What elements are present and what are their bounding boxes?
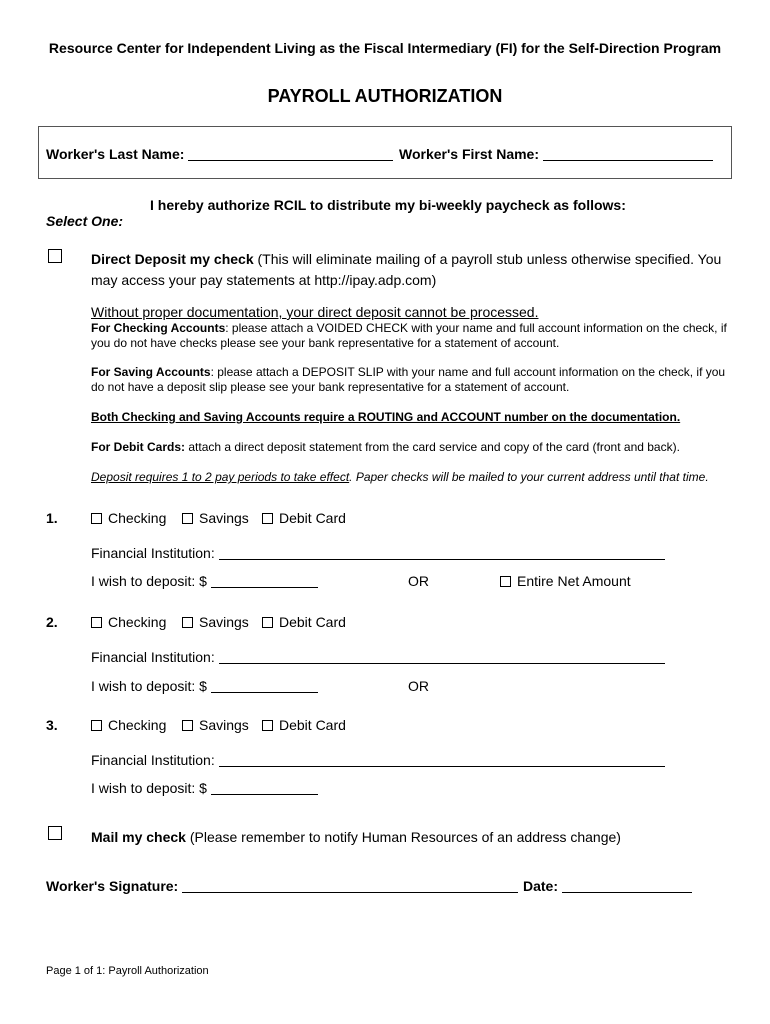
documentation-warning: Without proper documentation, your direct deposit cannot be processed. (91, 304, 539, 320)
checkbox-icon[interactable] (91, 617, 102, 628)
checkbox-icon[interactable] (182, 720, 193, 731)
debit-option-label: Debit Card (279, 510, 346, 526)
account-2-number: 2. (46, 614, 58, 630)
deposit-label: I wish to deposit: $ (91, 780, 207, 796)
checking-instructions (91, 321, 731, 351)
page-title: PAYROLL AUTHORIZATION (267, 86, 503, 106)
account-1-or: OR (408, 573, 429, 589)
account-1-number: 1. (46, 510, 58, 526)
signature-field[interactable] (182, 880, 518, 893)
checking-label: For Checking Accounts (91, 321, 226, 335)
account-3-institution-field[interactable] (219, 754, 665, 767)
last-name-label: Worker's Last Name: (46, 146, 185, 162)
page-footer: Page 1 of 1: Payroll Authorization (46, 965, 209, 977)
account-3-number: 3. (46, 717, 58, 733)
account-2-deposit-field[interactable] (211, 680, 318, 693)
account-1-debit[interactable] (262, 510, 346, 526)
institution-label: Financial Institution: (91, 545, 215, 561)
account-1-savings[interactable] (182, 510, 249, 526)
debit-text: attach a direct deposit statement from the card service and copy of the card (front and back). (185, 440, 680, 454)
account-1-deposit-field[interactable] (211, 575, 318, 588)
debit-label: For Debit Cards: (91, 440, 186, 454)
date-field[interactable] (562, 880, 692, 893)
worker-first-name-row (399, 146, 713, 162)
debit-option-label: Debit Card (279, 614, 346, 630)
checking-option-label: Checking (108, 717, 167, 733)
signature-label: Worker's Signature: (46, 878, 179, 894)
saving-label: For Saving Accounts (91, 365, 211, 379)
direct-deposit-checkbox[interactable] (48, 249, 62, 263)
last-name-field[interactable] (188, 148, 393, 161)
both-accounts-note: Both Checking and Saving Accounts require a ROUTING and ACCOUNT number on the documentation. (91, 410, 681, 424)
debit-instructions (91, 440, 680, 454)
checking-option-label: Checking (108, 510, 167, 526)
account-1-institution-row (91, 545, 665, 561)
entire-net-label: Entire Net Amount (517, 573, 631, 589)
savings-option-label: Savings (199, 717, 249, 733)
account-2-savings[interactable] (182, 614, 249, 630)
select-one-label: Select One: (46, 213, 124, 229)
institution-label: Financial Institution: (91, 649, 215, 665)
checkbox-icon[interactable] (182, 617, 193, 628)
mail-check-checkbox[interactable] (48, 826, 62, 840)
checkbox-icon[interactable] (262, 617, 273, 628)
first-name-field[interactable] (543, 148, 713, 161)
org-title: Resource Center for Independent Living as the Fiscal Intermediary (FI) for the Self-Direction Program (48, 40, 722, 56)
account-2-or: OR (408, 678, 429, 694)
savings-option-label: Savings (199, 614, 249, 630)
effect-rest: . Paper checks will be mailed to your current address until that time. (349, 470, 709, 484)
checkbox-icon[interactable] (91, 720, 102, 731)
account-1-checking[interactable] (91, 510, 166, 526)
effect-underlined: Deposit requires 1 to 2 pay periods to take effect (91, 470, 350, 484)
checkbox-icon[interactable] (262, 513, 273, 524)
account-1-entire-net[interactable] (500, 573, 631, 589)
mail-check-row (91, 829, 621, 845)
account-3-institution-row (91, 752, 665, 768)
account-2-checking[interactable] (91, 614, 166, 630)
account-2-institution-row (91, 649, 665, 665)
date-label: Date: (523, 878, 559, 894)
saving-text: : please attach a DEPOSIT SLIP with your name and full account information on the check, if you do not have a deposit slip please see your bank representative for a statement of account. (91, 365, 726, 394)
account-1-deposit-row (91, 573, 318, 589)
account-2-debit[interactable] (262, 614, 346, 630)
direct-deposit-desc1: (This will eliminate mailing of a payroll stub unless otherwise specified. You (257, 251, 722, 267)
checkbox-icon[interactable] (91, 513, 102, 524)
effect-note (91, 470, 731, 484)
account-2-institution-field[interactable] (219, 651, 665, 664)
account-2-deposit-row (91, 678, 318, 694)
direct-deposit-line1 (91, 251, 721, 267)
authorize-text: I hereby authorize RCIL to distribute my bi-weekly paycheck as follows: (150, 197, 626, 213)
first-name-label: Worker's First Name: (399, 146, 540, 162)
checkbox-icon[interactable] (262, 720, 273, 731)
savings-option-label: Savings (199, 510, 249, 526)
account-1-institution-field[interactable] (219, 547, 665, 560)
deposit-label: I wish to deposit: $ (91, 573, 207, 589)
account-3-savings[interactable] (182, 717, 249, 733)
account-3-checking[interactable] (91, 717, 166, 733)
direct-deposit-desc2: may access your pay statements at http://ipay.adp.com) (91, 272, 437, 288)
account-3-deposit-row (91, 780, 318, 796)
direct-deposit-label: Direct Deposit my check (91, 251, 254, 267)
account-3-debit[interactable] (262, 717, 346, 733)
deposit-label: I wish to deposit: $ (91, 678, 207, 694)
institution-label: Financial Institution: (91, 752, 215, 768)
worker-last-name-row (46, 146, 393, 162)
checking-text: : please attach a VOIDED CHECK with your name and full account information on the check, if you do not have checks please see your bank representative for a statement of account. (91, 321, 727, 350)
debit-option-label: Debit Card (279, 717, 346, 733)
checking-option-label: Checking (108, 614, 167, 630)
saving-instructions (91, 365, 731, 395)
checkbox-icon[interactable] (182, 513, 193, 524)
account-3-deposit-field[interactable] (211, 782, 318, 795)
date-row (523, 878, 692, 894)
checkbox-icon[interactable] (500, 576, 511, 587)
mail-check-desc: (Please remember to notify Human Resources of an address change) (189, 829, 621, 845)
mail-check-label: Mail my check (91, 829, 186, 845)
signature-row (46, 878, 518, 894)
